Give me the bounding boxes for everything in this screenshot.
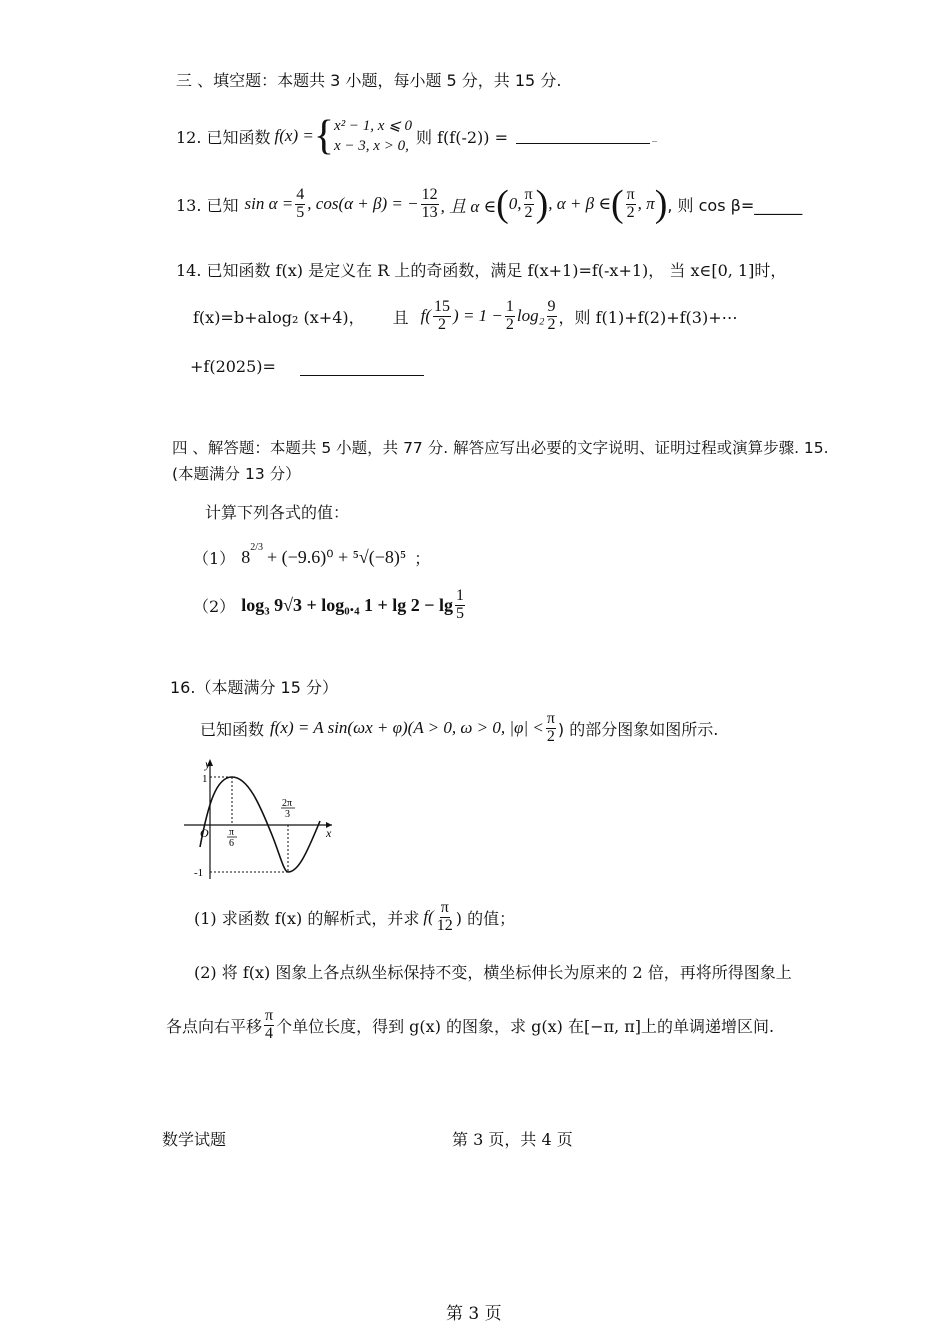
x-label: x [326,826,332,840]
question-13 [176,180,802,228]
q14-frac-9-2: $\frac{9}{2}$ [547,297,556,333]
q13-ask: , 则 cos β=______ [667,195,803,215]
footer-page-number: 第 3 页 [446,1304,502,1324]
q15-p1-base: 8 [241,546,251,567]
q12-blank-tail: _ [652,130,658,142]
ymax-label: 1 [202,773,208,785]
q12-case2: x − 3, x > 0, [334,138,409,154]
q16-intro-b: ) 的部分图象如图所示. [557,719,719,739]
q13-cos: , cos(α + β) = − [307,194,419,213]
q13-sin-frac: $\frac{4}{5}$ [296,185,305,221]
q13-paren-open: ( [496,183,509,225]
tick1-num: π [229,827,235,838]
q14-line2b: 且 [392,307,409,327]
tick2-num: 2π [282,798,293,809]
q15-p1-rest: + (−9.6)⁰ + ⁵√(−8)⁵ [266,546,407,567]
q13-prefix: 13. 已知 [176,195,239,215]
tick2-den: 3 [285,809,290,820]
q16-intro [200,704,718,752]
q14-line1: 14. 已知函数 f(x) 是定义在 R 上的奇函数，满足 f(x+1)=f(-x+1)， 当 x∈[0, 1]时， [176,261,787,280]
q16-p1-f: f( [423,907,434,926]
q13-sin: sin α = [244,194,294,213]
q12-prefix: 12. 已知函数 [176,127,271,147]
q14-line3-text: +f(2025)= [190,357,276,376]
ymin-label: -1 [194,867,204,879]
y-label: y [205,757,211,771]
q16-p2-b: 个单位长度，得到 g(x) 的图象，求 g(x) 在[−π, π]上的单调递增区间. [276,1016,775,1036]
q13-cond2: , α + β ∈ [548,194,611,213]
q13-int2-right: , π [637,194,655,213]
q13-int1-left: 0, [508,194,522,213]
q13-paren-close: ) [535,183,549,225]
q15-part1 [193,540,430,574]
q13-cos-frac: $\frac{12}{13}$ [421,185,438,221]
q13-cond1: , 且 α ∈ [440,196,497,216]
tick1-den: 6 [229,838,234,849]
q12-fx: f(x) = [274,126,314,145]
q16-sine-graph [180,755,340,883]
q14-line2 [193,293,738,339]
q13-pi-half-1: $\frac{\pi}{2}$ [524,185,533,221]
q12-case1: x² − 1, x ⩽ 0 [334,117,413,134]
q16-p1-a: (1) 求函数 f(x) 的解析式，并求 [194,908,420,928]
section3-heading: 三 、填空题：本题共 3 小题，每小题 5 分，共 15 分. [176,71,562,90]
origin-label: O [200,826,209,840]
q14-log: log₂ [516,306,545,325]
q13-paren-open-2: ( [610,183,624,225]
q13-paren-close-2: ) [654,183,668,225]
q14-line2a: f(x)=b+alog₂ (x+4)， [193,307,365,327]
q15-intro: 计算下列各式的值： [205,503,350,522]
q14-line2c: ，则 f(1)+f(2)+f(3)+⋯ [558,307,738,327]
q14-mid: ) = 1 − [453,306,503,325]
q15-p2-frac: $\frac{1}{5}$ [456,586,465,622]
q12-brace: { [313,113,335,159]
q15-p1-exponent: 2/3 [250,541,263,553]
q12-cases [334,116,412,157]
q16-part2-line2 [166,1002,774,1048]
q14-line3 [190,357,424,376]
q16-p2-frac: $\frac{\pi}{4}$ [265,1006,274,1042]
q14-f-open: f( [420,306,432,325]
q16-formula: f(x) = A sin(ωx + φ)(A > 0, ω > 0, |φ| < [270,718,544,737]
q15-p2-label: （2） [193,596,236,616]
footer-subject: 数学试题 [162,1130,227,1149]
q16-part1 [194,894,515,940]
q14-answer-blank[interactable] [300,361,424,376]
section4-heading: 四 、解答题：本题共 5 小题，共 77 分. 解答应写出必要的文字说明、证明过程或演算步骤. 15. [172,439,829,457]
q13-pi-half-2: $\frac{\pi}{2}$ [626,185,635,221]
q16-p1-frac: $\frac{\pi}{12}$ [436,898,453,934]
q15-part2 [193,582,467,628]
footer-page-of: 第 3 页，共 4 页 [452,1130,573,1149]
q15-p1-label: （1） [193,548,236,568]
q16-p2-a: 各点向右平移 [166,1016,263,1036]
q15-p1-end: ； [414,548,431,568]
q16-p1-b: ) 的值； [455,908,516,928]
question-12 [176,112,657,160]
q16-part2-line1: (2) 将 f(x) 图象上各点纵坐标保持不变，横坐标伸长为原来的 2 倍，再将所得图象上 [194,963,792,982]
q16-heading: 16.（本题满分 15 分） [170,678,338,697]
q12-answer-blank[interactable] [516,129,650,144]
q16-pi-half: $\frac{\pi}{2}$ [546,709,555,745]
q14-frac-15-2: $\frac{15}{2}$ [434,297,451,333]
q15-p2-expr: log₃ 9√3 + log₀.₄ 1 + lg 2 − lg [241,594,454,615]
q14-frac-1-2: $\frac{1}{2}$ [505,297,514,333]
q12-ask: 则 f(f(-2)) = [416,127,509,147]
section4-full-marks: (本题满分 13 分） [172,465,301,483]
q16-intro-a: 已知函数 [200,719,265,739]
